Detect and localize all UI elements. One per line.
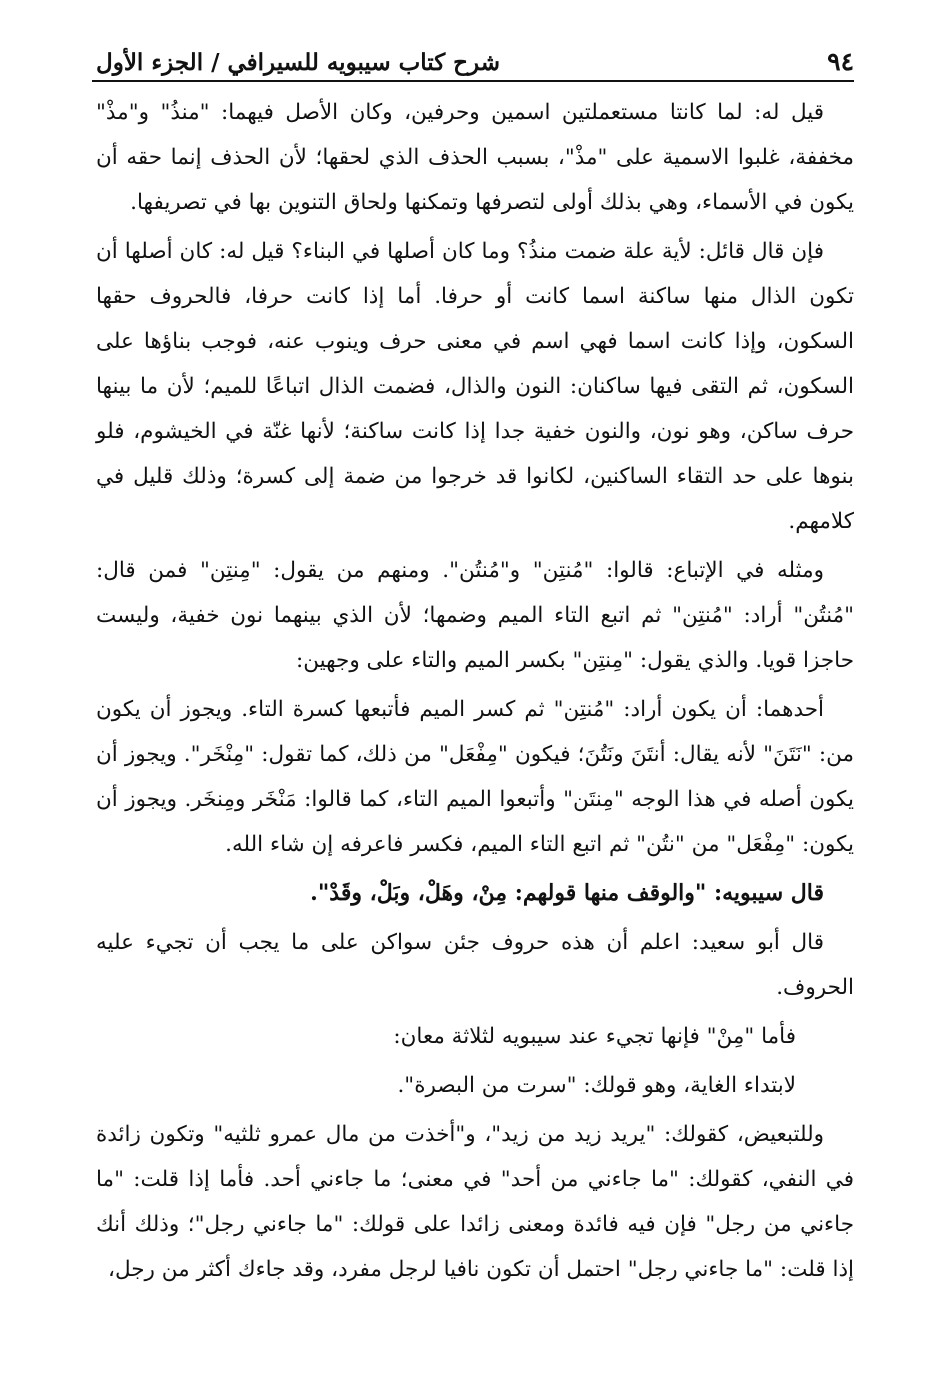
running-title: شرح كتاب سيبويه للسيرافي / الجزء الأول bbox=[96, 49, 500, 76]
paragraph-1: قيل له: لما كانتا مستعملتين اسمين وحرفين، وكان الأصل فيهما: "منذُ" و"مذْ" مخففة، غلبوا الاسمية على "مذْ"، بسبب الحذف الذي لحقها؛ لأن الحذف إنما حقه أن يكون في الأسماء، وهي بذلك أولى لتصرفها وتمكنها ولحاق التنوين بها في تصريفها. bbox=[96, 100, 854, 215]
paragraph-9: وللتبعيض، كقولك: "يريد زيد من زيد"، و"أخذت من مال عمرو ثلثيه" وتكون زائدة في النفي، كقولك: "ما جاءني من أحد" في معنى؛ ما جاءني أحد. فأما إذا قلت: "ما جاءني من رجل" فإن فيه فائدة ومعنى زائدا على قولك: "ما جاءني رجل"؛ وذلك أنك إذا قلت: "ما جاءني رجل" احتمل أن تكون نافيا لرجل مفرد، وقد جاءك أكثر من رجل، bbox=[96, 1122, 854, 1282]
paragraph-4: أحدهما: أن يكون أراد: "مُنتِن" ثم كسر الميم فأتبعها كسرة التاء. ويجوز أن يكون من: "نَتَنَ" لأنه يقال: أنتَنَ ونَتُنَ؛ فيكون "مِفْعَل" من ذلك، كما تقول: "مِنْخَر". ويجوز أن يكون أصله في هذا الوجه "مِنتَن" وأتبعوا الميم التاء، كما قالوا: مَنْخَر ومِنخَر. ويجوز أن يكون: "مِفْعَل" من "نتُن" ثم اتبع التاء الميم، فكسر فاعرفه إن شاء الله. bbox=[96, 697, 854, 857]
paragraph-3: ومثله في الإتباع: قالوا: "مُنتِن" و"مُنتُن". ومنهم من يقول: "مِنتِن" فمن قال: "مُنتُن" أراد: "مُنتِن" ثم اتبع التاء الميم وضمها؛ لأن الذي بينهما نون خفية، وليست حاجزا قويا. والذي يقول: "مِنتِن" بكسر الميم والتاء على وجهين: bbox=[96, 558, 854, 673]
header-rule bbox=[92, 80, 854, 82]
sibawayh-quote: قال سيبويه: "والوقف منها قولهم: مِنْ، وهَلْ، وبَلْ، وقَدْ". bbox=[310, 880, 824, 906]
page-header bbox=[96, 30, 854, 76]
paragraph-8: لابتداء الغاية، وهو قولك: "سرت من البصرة". bbox=[397, 1073, 796, 1098]
body-text bbox=[96, 90, 854, 1296]
page-number: ٩٤ bbox=[827, 47, 854, 76]
paragraph-2: فإن قال قائل: لأية علة ضمت منذُ؟ وما كان أصلها في البناء؟ قيل له: كان أصلها أن تكون الذال منها ساكنة اسما كانت أو حرفا. أما إذا كانت حرفا، فالحروف حقها السكون، وإذا كانت اسما فهي اسم في معنى حرف وينوب عنه، فوجب بناؤها على السكون، ثم التقى فيها ساكنان: النون والذال، فضمت الذال اتباعًا للميم؛ لأن ما بينها حرف ساكن، وهو نون، والنون خفية جدا إذا كانت ساكنة؛ لأنها غنّة في الخيشوم، فلو بنوها على حد التقاء الساكنين، لكانوا قد خرجوا من ضمة إلى كسرة؛ وذلك قليل في كلامهم. bbox=[96, 239, 854, 534]
paragraph-7: فأما "مِنْ" فإنها تجيء عند سيبويه لثلاثة معان: bbox=[393, 1024, 796, 1049]
paragraph-6: قال أبو سعيد: اعلم أن هذه حروف جئن سواكن على ما يجب أن تجيء عليه الحروف. bbox=[96, 930, 854, 1000]
